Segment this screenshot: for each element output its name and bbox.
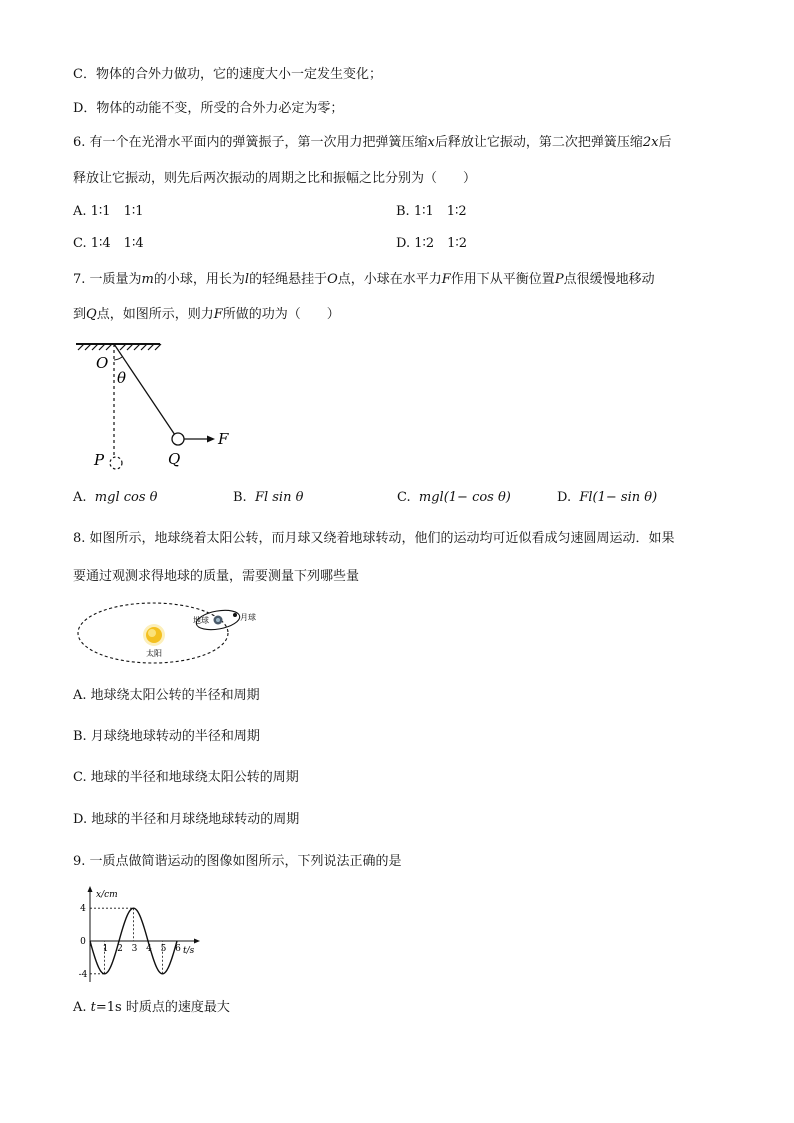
q9-stem: 9. 一质点做简谐运动的图像如图所示，下列说法正确的是 xyxy=(73,854,402,869)
q7-text2-a: 到 xyxy=(73,307,87,322)
q9-option-a xyxy=(73,999,230,1017)
q7-option-a xyxy=(73,489,157,507)
q7-stem-line2 xyxy=(73,306,340,324)
x-tick-label-3: 3 xyxy=(131,944,138,954)
label-o: O xyxy=(96,354,109,372)
rope-line xyxy=(114,344,177,438)
q7-option-c xyxy=(397,489,511,507)
angle-arc xyxy=(114,357,122,360)
q8-stem-line2: 要通过观测求得地球的质量，需要测量下列哪些量 xyxy=(73,569,360,584)
moon-icon xyxy=(233,613,237,617)
label-p: P xyxy=(94,451,105,469)
q7-text2-b: 点，如图所示，则力 xyxy=(96,307,214,322)
q8-option-b: B. 月球绕地球转动的半径和周期 xyxy=(73,729,260,744)
q9-option-a-var: t xyxy=(90,1000,96,1015)
q7-text-d: 点，小球在水平力 xyxy=(337,272,442,287)
q7-var-q: Q xyxy=(86,307,97,322)
y-tick-label-4: 4 xyxy=(80,904,86,915)
q9-option-a-prefix: A. xyxy=(73,1000,91,1015)
x-tick-label-4: 4 xyxy=(146,944,152,954)
q7-text-a: 7. 一质量为 xyxy=(73,272,142,287)
q8-option-a: A. 地球绕太阳公转的半径和周期 xyxy=(73,688,260,703)
q6-stem-text-c: 后 xyxy=(658,135,672,150)
q7-var-p: P xyxy=(554,272,564,287)
chart-ticks xyxy=(79,904,182,980)
sun-icon xyxy=(143,624,165,646)
label-earth: 地球 xyxy=(193,616,209,625)
label-theta: θ xyxy=(117,369,127,387)
ball-q xyxy=(172,433,184,445)
x-tick-label-5: 5 xyxy=(160,944,167,954)
q7-var-m: m xyxy=(141,272,154,287)
label-sun: 太阳 xyxy=(146,649,162,658)
q7-option-d xyxy=(557,489,657,507)
q6-option-d: D. 1∶2 1∶2 xyxy=(396,236,468,251)
q6-option-b: B. 1∶1 1∶2 xyxy=(396,204,467,219)
x-tick-label-2: 2 xyxy=(117,944,123,954)
y-tick-label-neg4: -4 xyxy=(78,969,88,980)
label-moon: 月球 xyxy=(240,613,256,622)
y-axis-label: x/cm xyxy=(96,890,118,900)
y-tick-label-0: 0 xyxy=(80,937,86,947)
q7-option-c-label: C. xyxy=(397,490,411,505)
earth-highlight xyxy=(216,618,220,622)
label-q: Q xyxy=(168,450,181,468)
q7-var-o: O xyxy=(327,272,338,287)
q6-option-a: A. 1∶1 1∶1 xyxy=(73,204,144,219)
q7-option-b-expr: Fl sin θ xyxy=(254,490,304,505)
x-tick-label-6: 6 xyxy=(175,944,181,954)
q9-option-a-rest: =1s 时质点的速度最大 xyxy=(95,1000,230,1015)
q6-option-c: C. 1∶4 1∶4 xyxy=(73,236,144,251)
q5-option-c: C．物体的合外力做功，它的速度大小一定发生变化； xyxy=(73,67,382,82)
q6-stem-line1 xyxy=(73,134,672,152)
q7-option-c-expr: mgl(1− cos θ) xyxy=(418,490,511,505)
shm-chart xyxy=(74,884,204,984)
q8-option-d: D. 地球的半径和月球绕地球转动的周期 xyxy=(73,812,300,827)
q7-var-f: F xyxy=(441,272,451,287)
q6-var-x: x xyxy=(427,135,435,150)
q5-option-d: D．物体的动能不变，所受的合外力必定为零； xyxy=(73,101,344,116)
q7-var-l: l xyxy=(244,272,250,287)
q7-text-c: 的轻绳悬挂于 xyxy=(249,272,328,287)
ball-p xyxy=(110,457,122,469)
q7-option-b-label: B. xyxy=(233,490,247,505)
q6-stem-line2: 释放让它振动，则先后两次振动的周期之比和振幅之比分别为（ ） xyxy=(73,171,477,186)
q7-option-b xyxy=(233,489,303,507)
q6-stem-text-a: 6. 有一个在光滑水平面内的弹簧振子，第一次用力把弹簧压缩 xyxy=(73,135,428,150)
q7-stem-line1 xyxy=(73,271,655,289)
label-f: F xyxy=(218,430,229,448)
q7-text-e: 作用下从平衡位置 xyxy=(450,272,555,287)
y-axis-arrow xyxy=(88,886,93,892)
q7-text-f: 点很缓慢地移动 xyxy=(563,272,655,287)
q7-option-a-label: A. xyxy=(73,490,87,505)
orbit-figure xyxy=(76,600,266,670)
q7-var-f2: F xyxy=(213,307,223,322)
q7-option-d-label: D. xyxy=(557,490,572,505)
q8-stem-line1: 8. 如图所示，地球绕着太阳公转，而月球又绕着地球转动，他们的运动均可近似看成匀速圆周运动．如果 xyxy=(73,531,675,546)
q6-stem-text-b: 后释放让它振动，第二次把弹簧压缩 xyxy=(434,135,643,150)
q6-var-2x: 2x xyxy=(642,135,659,150)
q7-option-d-expr: Fl(1− sin θ) xyxy=(579,490,658,505)
q7-option-a-expr: mgl cos θ xyxy=(94,490,158,505)
pendulum-figure xyxy=(70,338,240,474)
x-axis-label: t/s xyxy=(183,946,195,956)
q7-text2-c: 所做的功为（ ） xyxy=(222,307,340,322)
q8-option-c: C. 地球的半径和地球绕太阳公转的周期 xyxy=(73,770,299,785)
x-axis-arrow xyxy=(194,939,200,944)
force-arrow-head xyxy=(207,436,215,443)
q7-text-b: 的小球，用长为 xyxy=(153,272,245,287)
x-tick-label-1: 1 xyxy=(102,944,109,954)
